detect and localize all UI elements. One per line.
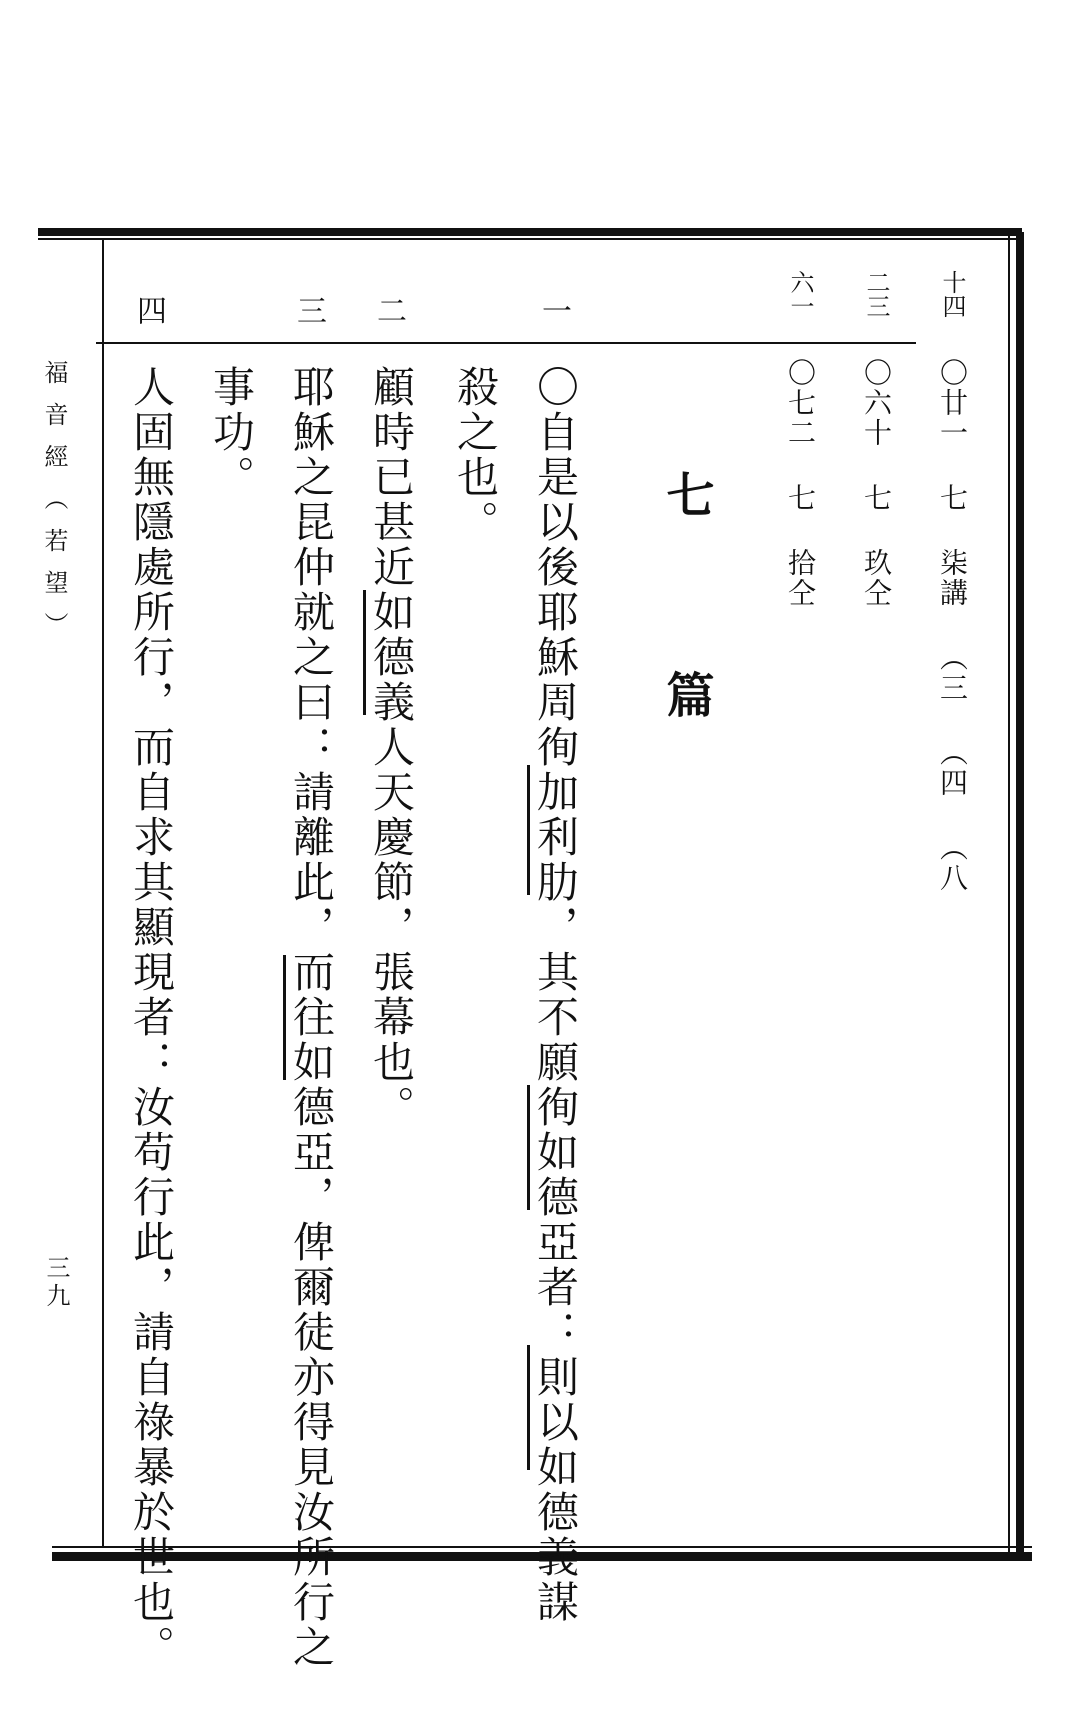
chapter-title: 七 篇 [658, 470, 714, 766]
verse-number-1: 一 [536, 295, 571, 331]
verse-4-line-1: 人固無隱處所行，而自求其顯現者：汝苟行此，請自祿暴於世也。 [127, 365, 176, 1670]
name-mark-jews-2 [363, 590, 366, 715]
verse-1-line-1: 〇自是以後耶穌周徇加利肋，其不願徇如德亞者：則以如德義謀 [531, 365, 580, 1625]
name-mark-jews-1 [527, 1345, 530, 1470]
verse-number-4: 四 [131, 295, 166, 331]
ref-text-3: 〇七二 七 拾仝 [784, 358, 817, 608]
top-border-thin-rule [38, 238, 1022, 240]
name-mark-judea-1 [527, 1085, 530, 1210]
verse-3-line-1: 耶穌之昆仲就之曰：請離此，而往如德亞，俾爾徒亦得見汝所行之 [287, 365, 336, 1670]
verse-number-3: 三 [291, 295, 326, 331]
verse-number-divider [96, 342, 916, 344]
ref-label-3: 六一 [786, 270, 814, 318]
page-number: 三九 [42, 1255, 70, 1311]
verse-number-2: 二 [371, 295, 406, 331]
ref-label-2: 二三 [862, 270, 890, 318]
verse-1-line-2: 殺之也。 [451, 365, 500, 545]
ref-text-2: 〇六十 七 玖仝 [860, 358, 893, 608]
verse-2-line-1: 顧時已甚近如德義人天慶節，張幕也。 [367, 365, 416, 1130]
ref-text-1: 〇廿一 七 柒講 （三 （四 （八 [936, 358, 969, 893]
verse-3-line-2: 事功。 [207, 365, 256, 500]
left-border-rule [102, 238, 104, 1548]
right-border-rule [1016, 232, 1024, 1558]
book-title: 福音經（若望） [40, 360, 68, 654]
ref-label-1: 十四 [938, 270, 966, 318]
name-mark-judea-2 [283, 955, 286, 1080]
top-border-rule [38, 228, 1022, 236]
right-border-thin-rule [1008, 236, 1010, 1554]
name-mark-galilee [527, 765, 530, 895]
